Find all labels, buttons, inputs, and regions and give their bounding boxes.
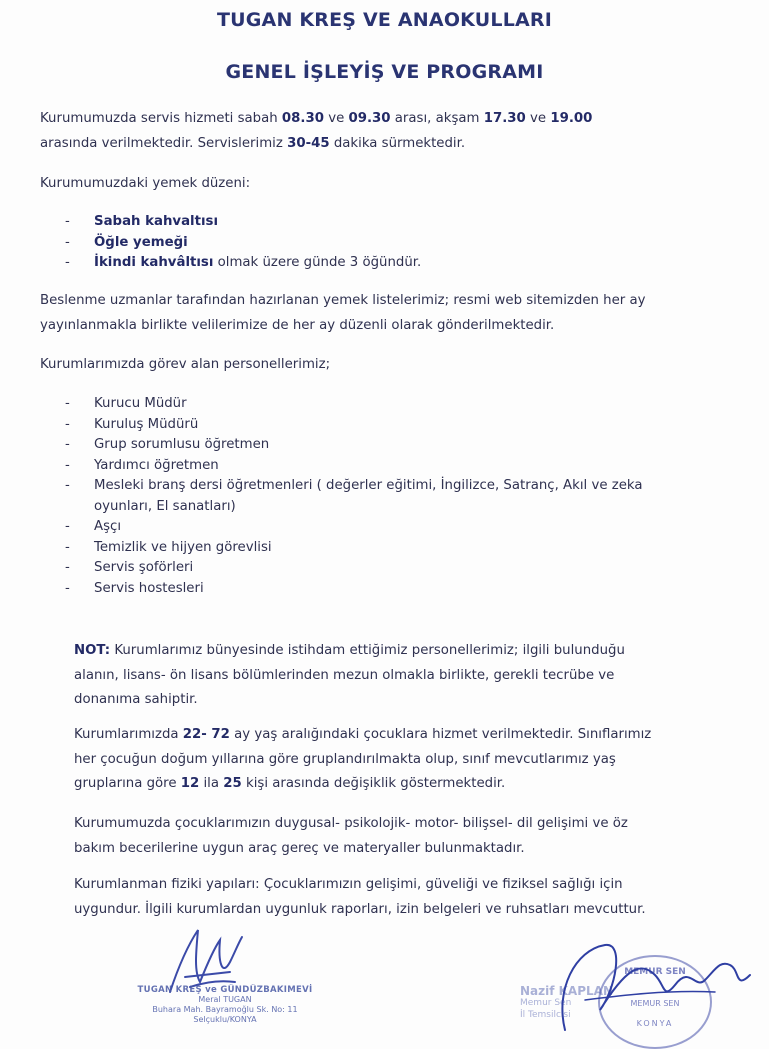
left-stamp-text — [105, 985, 345, 1025]
note-paragraph — [74, 639, 654, 713]
list-item: - Aşçı — [60, 517, 700, 538]
service-text-4: ve — [525, 111, 551, 126]
staff-list — [60, 394, 700, 599]
service-text-1: Kurumumuzda servis hizmeti sabah — [40, 111, 282, 126]
list-item — [60, 212, 700, 233]
staff-intro: Kurumlarımızda görev alan personellerimiz; — [40, 357, 331, 372]
right-unit: İl Temsilcisi — [520, 1010, 571, 1020]
service-morning-end: 09.30 — [348, 111, 391, 126]
meals-list — [60, 212, 700, 274]
facilities-paragraph: Kurumlanman fiziki yapıları: Çocuklarımızın gelişimi, güveliği ve fiziksel sağlığı için uygundur. İlgili kurumlardan uygunluk raporları, izin belgeleri ve ruhsatları mevcuttur. — [74, 877, 646, 917]
service-evening-end: 19.00 — [550, 111, 593, 126]
ages-text-4: kişi arasında değişiklik göstermektedir. — [241, 776, 506, 791]
list-item — [60, 253, 700, 274]
ages-range: 22- 72 — [182, 727, 230, 742]
list-item: - Kurucu Müdür — [60, 394, 700, 415]
list-item: - Servis şoförleri — [60, 558, 700, 579]
meal-breakfast: Sabah kahvaltısı — [94, 214, 219, 229]
stamp-city: Selçuklu/KONYA — [193, 1015, 257, 1024]
service-text-2: ve — [323, 111, 349, 126]
stamp-org: TUGAN KREŞ ve GÜNDÜZBAKIMEVİ — [137, 985, 313, 995]
list-item: - Mesleki branş dersi öğretmenleri ( değerler eğitimi, İngilizce, Satranç, Akıl ve zeka oyunları, El sanatları) — [60, 476, 664, 517]
class-min: 12 — [180, 776, 200, 791]
ages-paragraph — [74, 723, 674, 797]
list-item: - Kuruluş Müdürü — [60, 415, 700, 436]
list-item: - Yardımcı öğretmen — [60, 456, 700, 477]
stamp-name: Meral TUGAN — [198, 995, 252, 1004]
service-duration: 30-45 — [287, 135, 330, 151]
list-item: - Temizlik ve hijyen görevlisi — [60, 538, 700, 559]
list-item: - Grup sorumlusu öğretmen — [60, 435, 700, 456]
class-max: 25 — [223, 776, 242, 791]
meal-lunch: Öğle yemeği — [94, 234, 188, 250]
right-role: Memur Sen — [520, 998, 572, 1008]
service-morning-start: 08.30 — [281, 111, 324, 126]
service-text-5: arasında verilmektedir. Servislerimiz — [40, 135, 288, 151]
service-text-6: dakika sürmektedir. — [329, 135, 466, 151]
service-text-3: arası, akşam — [390, 111, 484, 126]
service-paragraph — [40, 107, 640, 156]
nutrition-paragraph: Beslenme uzmanlar tarafından hazırlanan yemek listelerimiz; resmi web sitemizden her ay yayınlanmakla birlikte velilerimize de her ay düzenli olarak gönderilmektedir. — [40, 293, 646, 333]
ages-text-3: ila — [199, 776, 224, 791]
service-evening-start: 17.30 — [483, 111, 526, 126]
meal-afternoon: İkindi kahvâltısı — [94, 255, 214, 270]
list-item: - Servis hostesleri — [60, 579, 700, 600]
ages-text-1: Kurumlarımızda — [74, 727, 183, 742]
right-name: Nazif KAPLAN — [520, 984, 613, 998]
ages-text-2: ay yaş aralığındaki çocuklara hizmet verilmektedir. Sınıflarımız her çocuğun doğum yıllarına göre gruplandırılmakta olup, sınıf mevcutlarımız yaş gruplarına göre — [74, 727, 652, 791]
stamp-mid-text: MEMUR SEN — [630, 999, 680, 1008]
note-label: NOT: — [74, 643, 111, 658]
signature-right — [545, 930, 760, 1038]
document-title: TUGAN KREŞ VE ANAOKULLARI — [216, 9, 553, 31]
stamp-address: Buhara Mah. Bayramoğlu Sk. No: 11 — [152, 1005, 298, 1014]
meals-intro: Kurumumuzdaki yemek düzeni: — [40, 176, 251, 191]
stamp-bottom-text: KONYA — [636, 1019, 674, 1028]
list-item — [60, 233, 700, 254]
note-text: Kurumlarımız bünyesinde istihdam ettiğimiz personellerimiz; ilgili bulunduğu alanın, lisans- ön lisans bölümlerinden mezun olmakla birlikte, gerekli tecrübe ve donanıma sahiptir. — [74, 643, 625, 707]
materials-paragraph: Kurumumuzda çocuklarımızın duygusal- psikolojik- motor- bilişsel- dil gelişimi ve öz bakım becerilerine uygun araç gereç ve materyaller bulunmaktadır. — [74, 816, 628, 856]
stamp-top-text: MEMUR SEN — [624, 967, 686, 977]
meals-suffix: olmak üzere günde 3 öğündür. — [213, 255, 422, 270]
document-subtitle: GENEL İŞLEYİŞ VE PROGRAMI — [225, 61, 544, 83]
